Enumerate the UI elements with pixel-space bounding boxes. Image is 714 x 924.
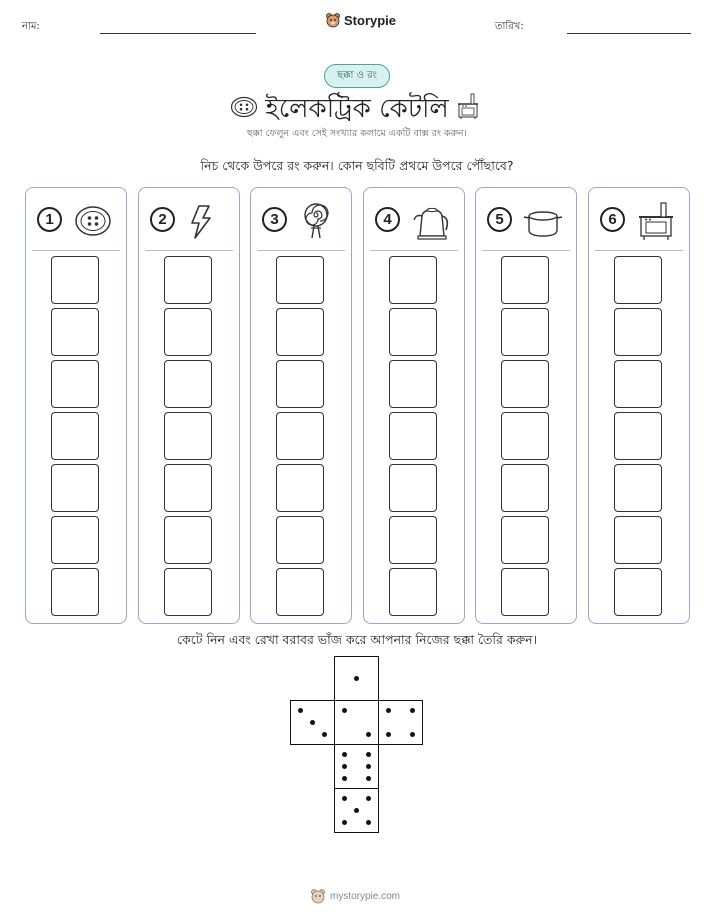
column-divider: [32, 250, 120, 251]
color-box[interactable]: [51, 360, 99, 408]
color-box[interactable]: [614, 308, 662, 356]
instruction-text: নিচ থেকে উপরে রং করুন। কোন ছবিটি প্রথমে উপরে পৌঁছাবে?: [200, 158, 514, 173]
color-box[interactable]: [276, 360, 324, 408]
lollipop-icon: [297, 200, 339, 242]
color-box[interactable]: [501, 516, 549, 564]
die-pip: [410, 708, 415, 713]
pot-icon: [522, 200, 564, 242]
column-divider: [595, 250, 683, 251]
color-box[interactable]: [501, 308, 549, 356]
column-1: [25, 187, 127, 624]
die-pip: [366, 752, 371, 757]
cut-instruction: কেটে নিন এবং রেখা বরাবর ভাঁজ করে আপনার নিজের ছক্কা তৈরি করুন।: [176, 632, 538, 647]
die-pip: [322, 732, 327, 737]
color-box[interactable]: [501, 256, 549, 304]
die-face: [334, 656, 379, 701]
category-tag: ছক্কা ও রং: [324, 64, 390, 88]
color-box[interactable]: [389, 256, 437, 304]
color-box[interactable]: [51, 412, 99, 460]
column-6: [588, 187, 690, 624]
die-pip: [366, 796, 371, 801]
color-box[interactable]: [389, 568, 437, 616]
name-line: [100, 33, 256, 34]
column-header: [251, 188, 351, 250]
die-pip: [342, 752, 347, 757]
column-number: 4: [375, 207, 400, 232]
color-box[interactable]: [389, 516, 437, 564]
color-box[interactable]: [276, 308, 324, 356]
bear-logo-icon: [325, 12, 341, 28]
die-pip: [366, 776, 371, 781]
subtitle: ছক্কা ফেলুন এবং সেই সংখ্যার কলামে একটি বাক্স রং করুন।: [247, 128, 467, 139]
die-pip: [354, 808, 359, 813]
color-box[interactable]: [501, 464, 549, 512]
color-box[interactable]: [164, 464, 212, 512]
die-pip: [366, 732, 371, 737]
column-2: [138, 187, 240, 624]
color-box[interactable]: [501, 568, 549, 616]
color-box[interactable]: [389, 412, 437, 460]
die-face: [334, 788, 379, 833]
color-box[interactable]: [276, 464, 324, 512]
column-divider: [145, 250, 233, 251]
die-face: [334, 744, 379, 789]
column-number: 3: [262, 207, 287, 232]
column-divider: [482, 250, 570, 251]
die-pip: [342, 764, 347, 769]
column-header: [364, 188, 464, 250]
color-box[interactable]: [389, 360, 437, 408]
footer-url: mystorypie.com: [330, 890, 401, 902]
color-box[interactable]: [51, 568, 99, 616]
column-number: 6: [600, 207, 625, 232]
color-box[interactable]: [614, 412, 662, 460]
kettle-icon: [410, 200, 452, 242]
color-box[interactable]: [164, 308, 212, 356]
color-box[interactable]: [501, 412, 549, 460]
column-5: [475, 187, 577, 624]
column-divider: [370, 250, 458, 251]
die-pip: [386, 708, 391, 713]
page-title: ইলেকট্রিক কেটলি: [265, 94, 449, 124]
button-icon: [72, 200, 114, 242]
name-label: নাম:: [22, 21, 40, 32]
die-pip: [342, 708, 347, 713]
color-box[interactable]: [614, 360, 662, 408]
column-number: 2: [150, 207, 175, 232]
die-pip: [410, 732, 415, 737]
color-box[interactable]: [614, 568, 662, 616]
color-box[interactable]: [389, 464, 437, 512]
color-box[interactable]: [164, 568, 212, 616]
color-box[interactable]: [164, 360, 212, 408]
brand-name: Storypie: [344, 12, 397, 28]
die-pip: [298, 708, 303, 713]
die-pip: [386, 732, 391, 737]
color-box[interactable]: [164, 516, 212, 564]
die-pip: [342, 820, 347, 825]
date-label: তারিখ:: [495, 21, 524, 32]
column-divider: [257, 250, 345, 251]
color-box[interactable]: [276, 516, 324, 564]
color-box[interactable]: [276, 412, 324, 460]
column-number: 5: [487, 207, 512, 232]
color-box[interactable]: [389, 308, 437, 356]
footer: [310, 888, 400, 904]
lightning-icon: [185, 200, 227, 242]
die-pip: [366, 764, 371, 769]
stove-icon: [635, 200, 677, 242]
die-pip: [310, 720, 315, 725]
color-box[interactable]: [164, 412, 212, 460]
color-box[interactable]: [614, 516, 662, 564]
date-line: [567, 33, 691, 34]
brand-logo: [325, 12, 396, 28]
color-box[interactable]: [276, 568, 324, 616]
color-box[interactable]: [164, 256, 212, 304]
column-4: [363, 187, 465, 624]
color-box[interactable]: [51, 256, 99, 304]
stove-icon: [456, 92, 480, 120]
color-box[interactable]: [276, 256, 324, 304]
column-3: [250, 187, 352, 624]
die-pip: [342, 776, 347, 781]
color-box[interactable]: [51, 464, 99, 512]
column-number: 1: [37, 207, 62, 232]
die-face: [334, 700, 379, 745]
color-box[interactable]: [51, 308, 99, 356]
color-box[interactable]: [614, 464, 662, 512]
column-header: [139, 188, 239, 250]
die-pip: [354, 676, 359, 681]
die-pip: [342, 796, 347, 801]
color-box[interactable]: [614, 256, 662, 304]
color-box[interactable]: [501, 360, 549, 408]
column-header: [589, 188, 689, 250]
column-header: [26, 188, 126, 250]
die-face: [378, 700, 423, 745]
die-pip: [366, 820, 371, 825]
color-box[interactable]: [51, 516, 99, 564]
column-header: [476, 188, 576, 250]
die-face: [290, 700, 335, 745]
bear-logo-icon: [310, 888, 326, 904]
